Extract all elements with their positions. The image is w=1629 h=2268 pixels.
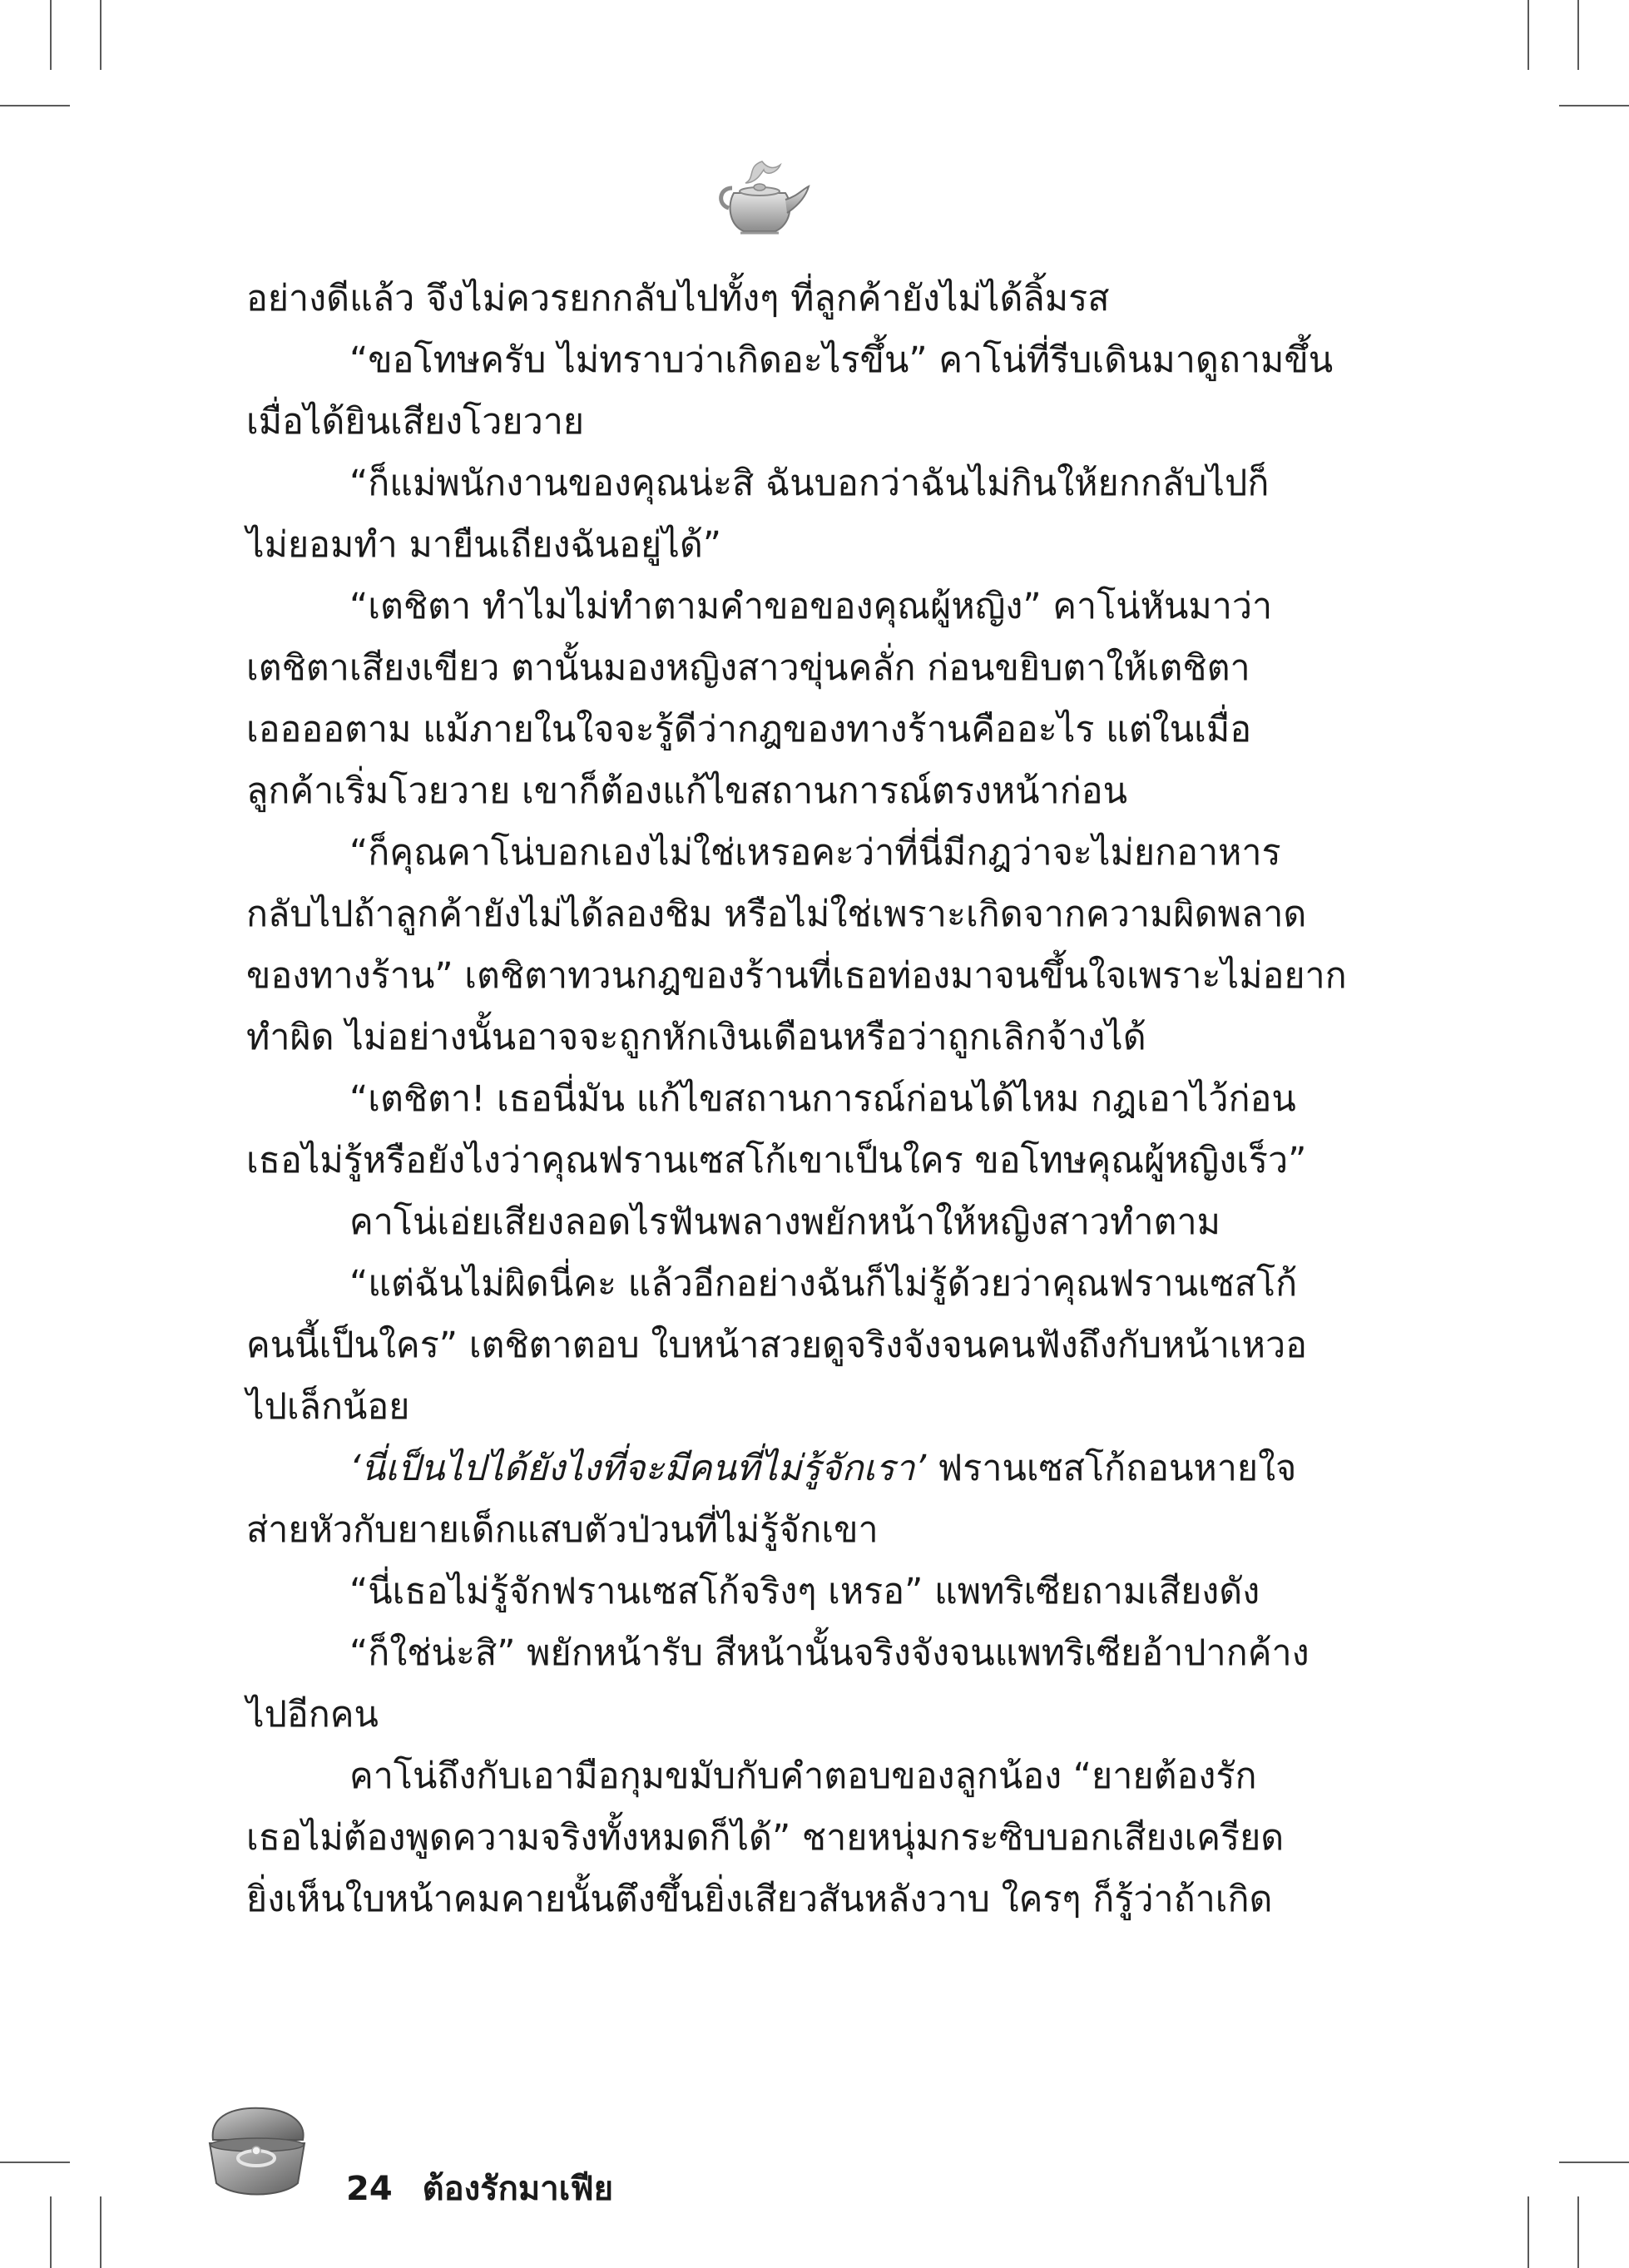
crop-mark [1577, 0, 1579, 70]
crop-mark [1559, 105, 1629, 106]
crop-mark [0, 2162, 70, 2163]
crop-mark [100, 2196, 102, 2268]
text-line: เออออตาม แม้ภายในใจจะรู้ดีว่ากฎของทางร้านคืออะไร แต่ในเมื่อ [246, 709, 1252, 750]
crop-mark [50, 0, 52, 70]
ring-box-icon [201, 2103, 311, 2201]
text-line: “นี่เธอไม่รู้จักฟรานเซสโก้จริงๆ เหรอ” แพทริเซียถามเสียงดัง [349, 1571, 1260, 1612]
text-line: “ก็ใช่น่ะสิ” พยักหน้ารับ สีหน้านั้นจริงจังจนแพทริเซียอ้าปากค้าง [349, 1632, 1310, 1674]
text-line: ไปเล็กน้อย [246, 1386, 410, 1428]
text-line [349, 1448, 1297, 1489]
text-line: เธอไม่รู้หรือยังไงว่าคุณฟรานเซสโก้เขาเป็นใคร ขอโทษคุณผู้หญิงเร็ว” [246, 1140, 1307, 1181]
crop-mark [1577, 2196, 1579, 2268]
text-line: ของทางร้าน” เตชิตาทวนกฎของร้านที่เธอท่องมาจนขึ้นใจเพราะไม่อยาก [246, 955, 1347, 997]
text-line: กลับไปถ้าลูกค้ายังไม่ได้ลองชิม หรือไม่ใช่เพราะเกิดจากความผิดพลาด [246, 894, 1307, 935]
crop-mark [50, 2196, 52, 2268]
text-line: “ก็คุณคาโน่บอกเองไม่ใช่เหรอคะว่าที่นี่มีกฎว่าจะไม่ยกอาหาร [349, 832, 1281, 874]
text-line: “ขอโทษครับ ไม่ทราบว่าเกิดอะไรขึ้น” คาโน่ที่รีบเดินมาดูถามขึ้น [349, 339, 1334, 381]
crop-mark [100, 0, 102, 70]
text-line: ไปอีกคน [246, 1694, 379, 1736]
page-footer [346, 2162, 613, 2215]
text-line: “เตชิตา ทำไมไม่ทำตามคำขอของคุณผู้หญิง” คาโน่หันมาว่า [349, 586, 1273, 627]
text-line: เมื่อได้ยินเสียงโวยวาย [246, 401, 585, 443]
text-line: เธอไม่ต้องพูดความจริงทั้งหมดก็ได้” ชายหนุ่มกระซิบบอกเสียงเครียด [246, 1817, 1285, 1859]
text-line: ส่ายหัวกับยายเด็กแสบตัวป่วนที่ไม่รู้จักเขา [246, 1509, 879, 1551]
text-line: คาโน่เอ่ยเสียงลอดไรฟันพลางพยักหน้าให้หญิงสาวทำตาม [349, 1201, 1221, 1243]
text-line: “แต่ฉันไม่ผิดนี่คะ แล้วอีกอย่างฉันก็ไม่รู้ด้วยว่าคุณฟรานเซสโก้ [349, 1263, 1298, 1305]
text-line: ลูกค้าเริ่มโวยวาย เขาก็ต้องแก้ไขสถานการณ์ตรงหน้าก่อน [246, 770, 1127, 812]
crop-mark [0, 105, 70, 106]
text-line: “เตชิตา! เธอนี่มัน แก้ไขสถานการณ์ก่อนได้ไหม กฎเอาไว้ก่อน [349, 1078, 1296, 1120]
text-line: ไม่ยอมทำ มายืนเถียงฉันอยู่ได้” [246, 524, 722, 566]
crop-mark [1559, 2162, 1629, 2163]
text-line: อย่างดีแล้ว จึงไม่ควรยกกลับไปทั้งๆ ที่ลูกค้ายังไม่ได้ลิ้มรส [246, 278, 1110, 319]
crop-mark [1527, 2196, 1529, 2268]
teapot-ornament-icon [714, 158, 812, 240]
page-number: 24 [346, 2170, 393, 2208]
book-title: ต้องรักมาเฟีย [422, 2170, 614, 2208]
italic-thought: ‘นี่เป็นไปได้ยังไงที่จะมีคนที่ไม่รู้จักเรา’ [349, 1448, 927, 1489]
text-line: ทำผิด ไม่อย่างนั้นอาจจะถูกหักเงินเดือนหรือว่าถูกเลิกจ้างได้ [246, 1017, 1146, 1058]
text-line: “ก็แม่พนักงานของคุณน่ะสิ ฉันบอกว่าฉันไม่กินให้ยกกลับไปก็ [349, 463, 1270, 504]
text-line: คนนี้เป็นใคร” เตชิตาตอบ ใบหน้าสวยดูจริงจังจนคนฟังถึงกับหน้าเหวอ [246, 1325, 1307, 1366]
crop-mark [1527, 0, 1529, 70]
text-line: เตชิตาเสียงเขียว ตานั้นมองหญิงสาวขุ่นคลั่ก ก่อนขยิบตาให้เตชิตา [246, 647, 1250, 689]
text-line: ยิ่งเห็นใบหน้าคมคายนั้นตึงขึ้นยิ่งเสียวสันหลังวาบ ใครๆ ก็รู้ว่าถ้าเกิด [246, 1879, 1273, 1920]
text-line: คาโน่ถึงกับเอามือกุมขมับกับคำตอบของลูกน้อง “ยายต้องรัก [349, 1755, 1257, 1797]
text-span: ฟรานเซสโก้ถอนหายใจ [926, 1448, 1297, 1489]
